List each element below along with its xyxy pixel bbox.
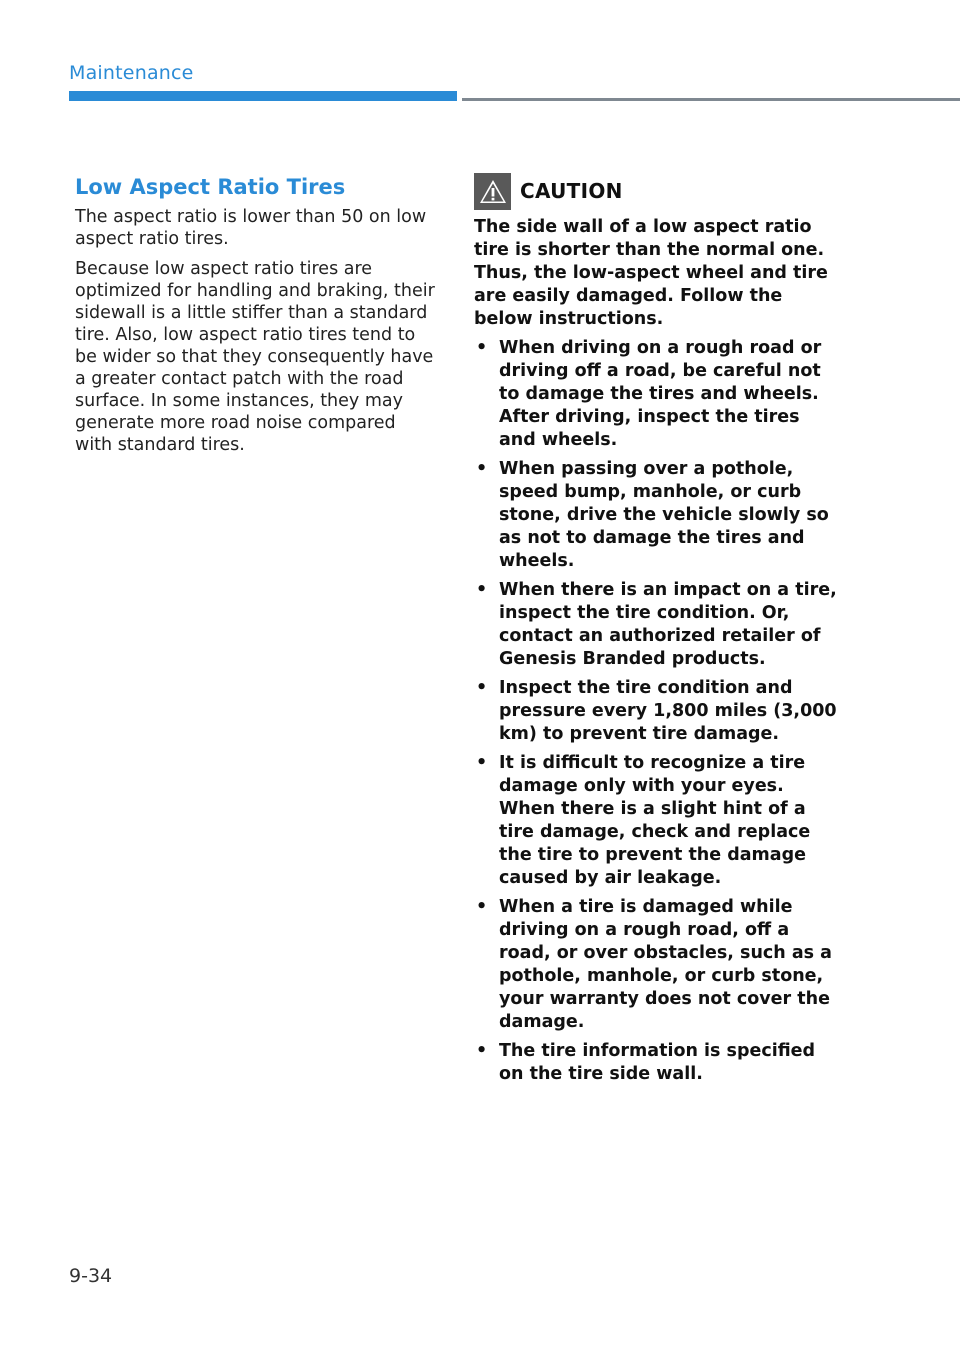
caution-item-text: When driving on a rough road or driving off a road, be careful not to damage the tires and wheels. After driving, inspect the tires and wheels.	[499, 338, 822, 450]
caution-item-text: When a tire is damaged while driving on a rough road, off a road, or over obstacles, such as a pothole, manhole, or curb stone, your warranty does not cover the damage.	[499, 897, 832, 1032]
section-title: Maintenance	[69, 62, 194, 84]
caution-item	[474, 1040, 839, 1086]
bullet: •	[476, 753, 488, 773]
bullet: •	[476, 580, 488, 600]
caution-item	[474, 458, 839, 573]
page-number: 9-34	[69, 1265, 113, 1287]
caution-item-text: When passing over a pothole, speed bump, manhole, or curb stone, drive the vehicle slowly so as not to damage the tires and wheels.	[499, 459, 829, 571]
bullet: •	[476, 678, 488, 698]
header-rule-accent	[69, 91, 457, 101]
caution-item-text: Inspect the tire condition and pressure every 1,800 miles (3,000 km) to prevent tire damage.	[499, 678, 837, 744]
bullet: •	[476, 338, 488, 358]
bullet: •	[476, 1041, 488, 1061]
body-paragraph: Because low aspect ratio tires are optimized for handling and braking, their sidewall is a little stiffer than a standard tire. Also, low aspect ratio tires tend to be wider so that they consequently have a greater contact patch with the road surface. In some instances, they may generate more road noise compared with standard tires.	[75, 259, 435, 455]
header-rule-grey	[462, 98, 960, 101]
caution-item-text: It is difficult to recognize a tire damage only with your eyes. When there is a slight hint of a tire damage, check and replace the tire to prevent the damage caused by air leakage.	[499, 753, 811, 888]
caution-item	[474, 752, 839, 890]
section-heading: Low Aspect Ratio Tires	[75, 175, 346, 199]
warning-triangle-icon	[474, 173, 511, 210]
caution-item	[474, 337, 839, 452]
caution-item	[474, 579, 839, 671]
caution-header	[474, 172, 839, 210]
caution-item	[474, 677, 839, 746]
caution-title: CAUTION	[520, 179, 623, 203]
caution-intro: The side wall of a low aspect ratio tire is shorter than the normal one. Thus, the low-aspect wheel and tire are easily damaged. Follow the below instructions.	[474, 217, 828, 329]
body-paragraph: The aspect ratio is lower than 50 on low aspect ratio tires.	[75, 207, 427, 249]
caution-item	[474, 896, 839, 1034]
caution-list	[474, 337, 839, 1086]
caution-item-text: When there is an impact on a tire, inspect the tire condition. Or, contact an authorized retailer of Genesis Branded products.	[499, 580, 837, 669]
bullet: •	[476, 459, 488, 479]
caution-box	[474, 172, 839, 1092]
caution-item-text: The tire information is specified on the tire side wall.	[499, 1041, 816, 1084]
bullet: •	[476, 897, 488, 917]
left-column	[75, 173, 437, 464]
